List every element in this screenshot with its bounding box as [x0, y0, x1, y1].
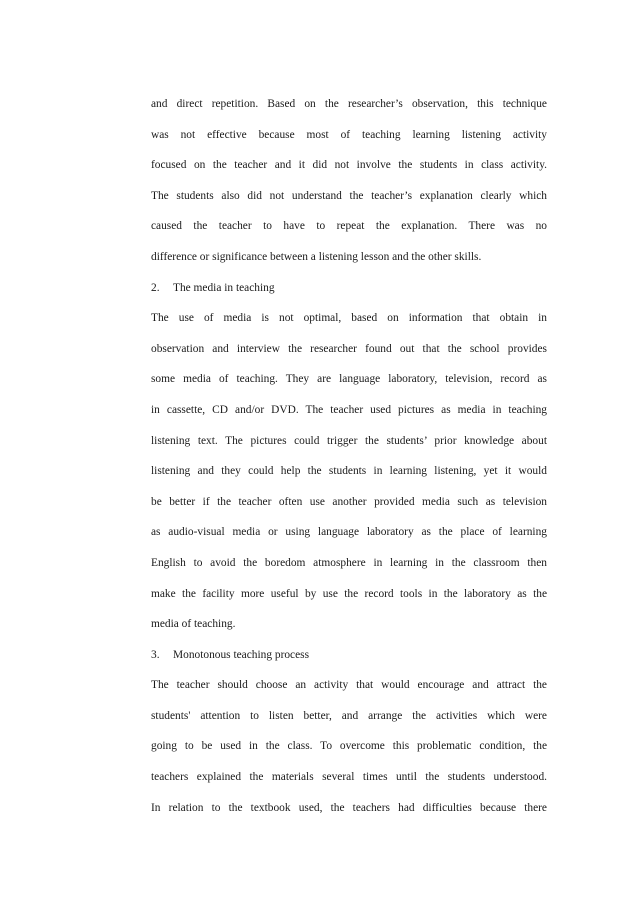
text-line: make the facility more useful by use the record tools in the laboratory as the: [151, 587, 547, 600]
text-line: caused the teacher to have to repeat the explanation. There was no: [151, 220, 547, 233]
section-number: 2.: [151, 281, 160, 294]
section-title: The media in teaching: [173, 281, 275, 294]
text-line: In relation to the textbook used, the teachers had difficulties because there: [151, 801, 547, 814]
text-line: teachers explained the materials several times until the students understood.: [151, 771, 547, 784]
section-2-heading: [151, 273, 547, 304]
section-3-body: [151, 670, 547, 823]
text-line: The teacher should choose an activity that would encourage and attract the: [151, 679, 547, 692]
section-title: Monotonous teaching process: [173, 648, 310, 661]
section-3-heading: [151, 640, 547, 671]
paragraph-1: [151, 89, 547, 273]
text-line: was not effective because most of teaching learning listening activity: [151, 128, 547, 141]
section-number: 3.: [151, 648, 160, 661]
text-line: listening text. The pictures could trigger the students’ prior knowledge about: [151, 434, 547, 447]
text-line: media of teaching.: [151, 618, 236, 631]
text-line: listening and they could help the students in learning listening, yet it would: [151, 465, 547, 478]
text-line: The students also did not understand the teacher’s explanation clearly which: [151, 189, 547, 202]
body-text: [151, 89, 547, 823]
text-line: as audio-visual media or using language laboratory as the place of learning: [151, 526, 547, 539]
text-line: focused on the teacher and it did not involve the students in class activity.: [151, 159, 547, 172]
text-line: students' attention to listen better, and arrange the activities which were: [151, 709, 547, 722]
text-line: some media of teaching. They are language laboratory, television, record as: [151, 373, 547, 386]
text-line: be better if the teacher often use another provided media such as television: [151, 495, 547, 508]
text-line: difference or significance between a listening lesson and the other skills.: [151, 250, 482, 263]
section-2-body: [151, 303, 547, 640]
text-line: in cassette, CD and/or DVD. The teacher used pictures as media in teaching: [151, 403, 547, 416]
text-line: English to avoid the boredom atmosphere in learning in the classroom then: [151, 556, 547, 569]
text-line: The use of media is not optimal, based on information that obtain in: [151, 312, 547, 325]
text-line: going to be used in the class. To overcome this problematic condition, the: [151, 740, 547, 753]
text-line: observation and interview the researcher found out that the school provides: [151, 342, 547, 355]
text-line: and direct repetition. Based on the researcher’s observation, this technique: [151, 98, 547, 110]
